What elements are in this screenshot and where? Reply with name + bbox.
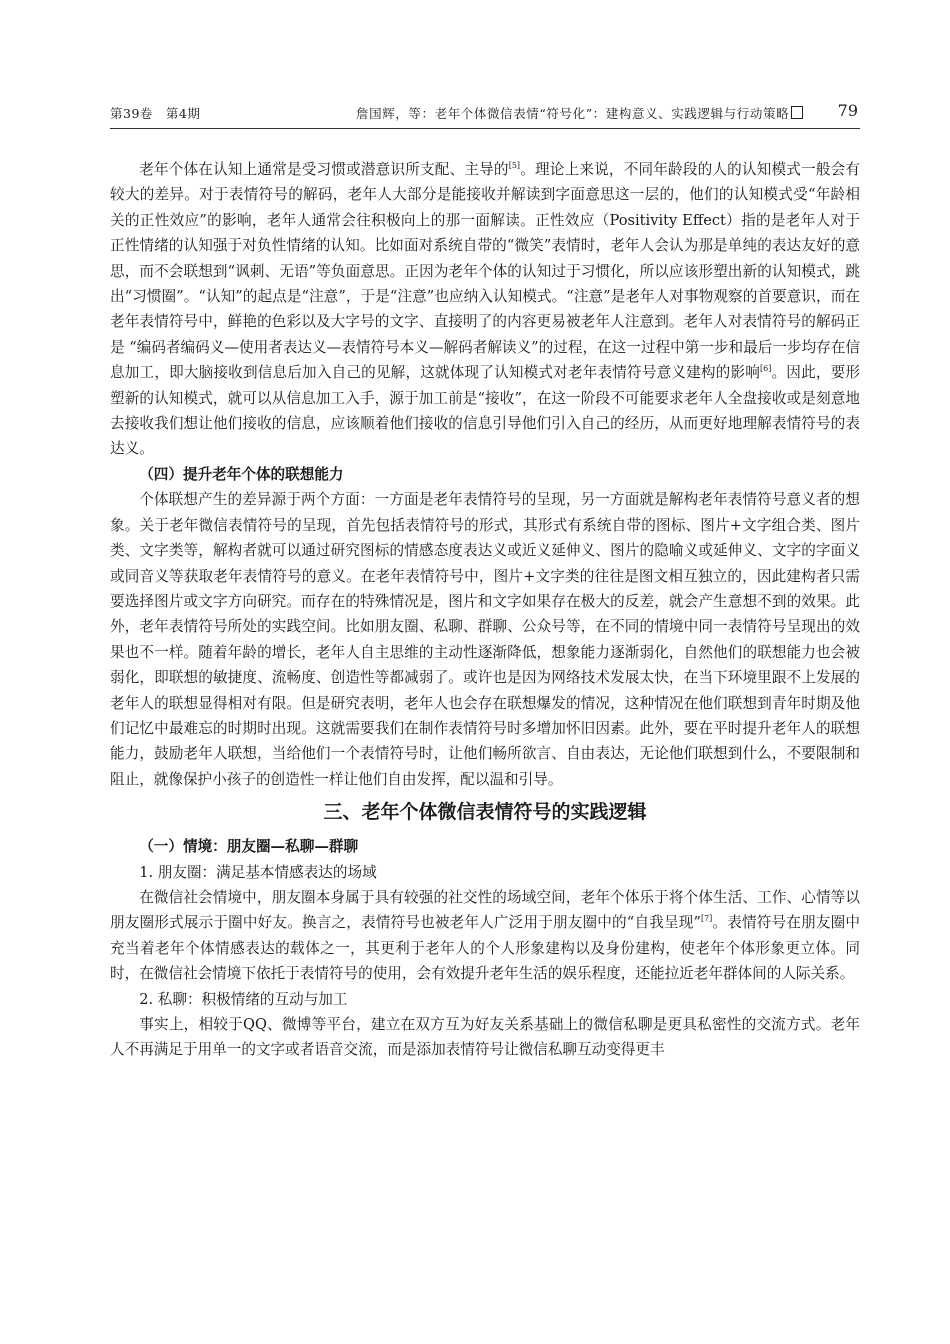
page-number: 79 (837, 101, 858, 120)
paragraph-private-chat: 事实上，相较于QQ、微博等平台，建立在双方互为好友关系基础上的微信私聊是更具私密性的交流方式。老年人不再满足于用单一的文字或者语音交流，而是添加表情符号让微信私聊互动变得更丰 (110, 1016, 860, 1059)
item-moments: 1. 朋友圈：满足基本情感表达的场域 (139, 863, 377, 881)
citation-5: [5] (508, 161, 521, 170)
box-marker-icon (791, 106, 803, 119)
paragraph-moments: 在微信社会情境中，朋友圈本身属于具有较强的社交性的场域空间，老年个体乐于将个体生活、工作、心情等以朋友圈形式展示于圈中好友。换言之，表情符号也被老年人广泛用于朋友圈中的“自我呈现”[7]。表情符号在朋友圈中充当着老年个体情感表达的载体之一，其更利于老年人的个人形象建构以及身份建构，使老年个体形象更立体。同时，在微信社会情境下依托于表情符号的使用，会有效提升老年生活的娱乐程度，还能拉近老年群体间的人际关系。 (110, 888, 860, 983)
header-rule (110, 128, 860, 129)
citation-6: [6] (760, 364, 772, 374)
paragraph-association: 个体联想产生的差异源于两个方面：一方面是老年表情符号的呈现，另一方面就是解构老年表情符号意义者的想象。关于老年微信表情符号的呈现，首先包括表情符号的形式，其形式有系统自带的图标、图片+文字组合类、图片类、文字类等，解构者就可以通过研究图标的情感态度表达义或近义延伸义、图片的隐喻义或延伸义、文字的字面义或同音义等获取老年表情符号的意义。在老年表情符号中，图片+文字类的往往是图文相互独立的，因此建构者只需要选择图片或文字方向研究。而存在的特殊情况是，图片和文字如果存在极大的反差，就会产生意想不到的效果。此外，老年表情符号所处的实践空间。比如朋友圈、私聊、群聊、公众号等，在不同的情境中同一表情符号呈现出的效果也不一样。随着年龄的增长，老年人自主思维的主动性逐渐降低，想象能力逐渐弱化，自然他们的联想能力也会被弱化，即联想的敏捷度、流畅度、创造性等都减弱了。或许也是因为网络技术发展太快，在当下环境里跟不上发展的老年人的联想显得相对有限。但是研究表明，老年人也会存在联想爆发的情况，这种情况在他们联想到青年时期及他们记忆中最难忘的时期时出现。这就需要我们在制作表情符号时多增加怀旧因素。此外，要在平时提升老年人的联想能力，鼓励老年人联想，当给他们一个表情符号时，让他们畅所欲言、自由表达，无论他们联想到什么，不要限制和阻止，就像保护小孩子的创造性一样让他们自由发挥，配以温和引导。 (110, 491, 860, 788)
journal-volume-issue: 第39卷 第4期 (110, 106, 201, 121)
subheading-context: （一）情境：朋友圈—私聊—群聊 (139, 838, 359, 856)
item-private-chat: 2. 私聊：积极情绪的互动与加工 (139, 990, 348, 1008)
paragraph-cognition: 老年个体在认知上通常是受习惯或潜意识所支配、主导的[5]。理论上来说，不同年龄段的人的认知模式一般会有较大的差异。对于表情符号的解码，老年人大部分是能接收并解读到字面意思这一层的，他们的认知模式受“年龄相关的正性效应”的影响，老年人通常会往积极向上的那一面解读。正性效应（Positivity Effect）指的是老年人对于正性情绪的认知强于对负性情绪的认知。比如面对系统自带的“微笑”表情时，老年人会认为那是单纯的表达友好的意思，而不会联想到“讽刺、无语”等负面意思。正因为老年个体的认知过于习惯化，所以应该形塑出新的认知模式，跳出“习惯圈”。“认知”的起点是“注意”，于是“注意”也应纳入认知模式。“注意”是老年人对事物观察的首要意识，而在老年表情符号中，鲜艳的色彩以及大字号的文字、直接明了的内容更易被老年人注意到。老年人对表情符号的解码正是 “编码者编码义—使用者表达义—表情符号本义—解码者解读义”的过程，在这一过程中第一步和最后一步均存在信息加工，即大脑接收到信息后加入自己的见解，这就体现了认知模式对老年表情符号意义建构的影响[6]。因此，要形塑新的认知模式，就可以从信息加工入手，源于加工前是“接收”，在这一阶段不可能要求老年人全盘接收或是刻意地去接收我们想让他们接收的信息，应该顺着他们接收的信息引导他们引入自己的经历，从而更好地理解表情符号的表达义。 (110, 161, 860, 458)
citation-7: [7] (700, 914, 713, 924)
page-header (110, 101, 860, 126)
article-body (110, 157, 860, 1063)
section-heading-3: 三、老年个体微信表情符号的实践逻辑 (323, 801, 647, 824)
running-title (356, 104, 803, 122)
subheading-association: （四）提升老年个体的联想能力 (139, 465, 344, 483)
running-title-text: 詹国辉，等：老年个体微信表情“符号化”：建构意义、实践逻辑与行动策略 (356, 106, 790, 121)
